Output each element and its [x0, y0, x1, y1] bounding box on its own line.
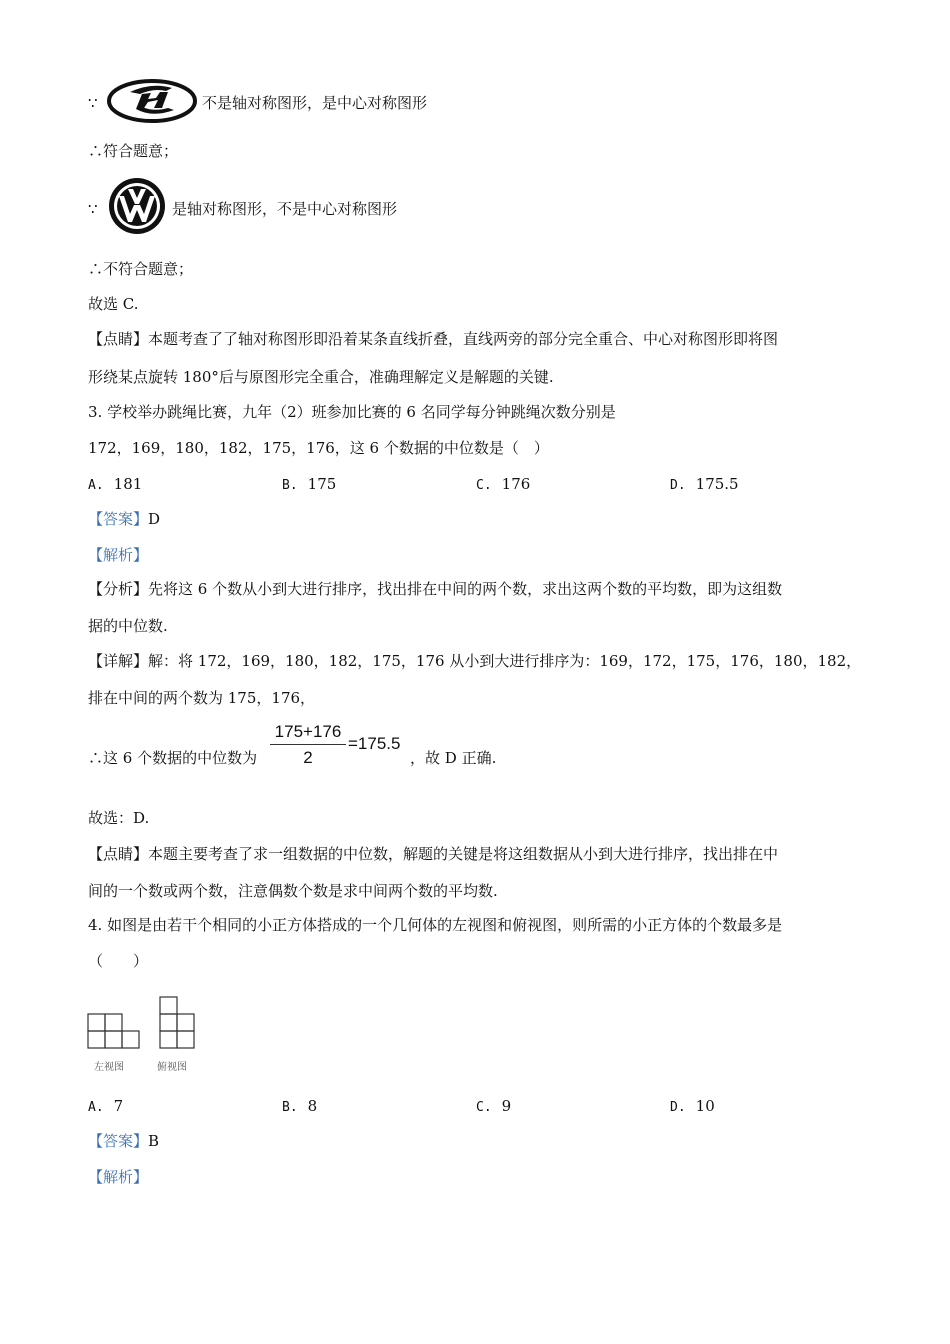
q3-option-b: B. 175: [282, 475, 337, 493]
answer-tag: 【答案】: [88, 510, 149, 528]
q4-option-a: A. 7: [88, 1097, 124, 1115]
dianjing-text-1: 本题考查了了轴对称图形即沿着某条直线折叠，直线两旁的部分完全重合、中心对称图形即将图: [148, 330, 779, 348]
left-view-drawing: [88, 1014, 139, 1048]
xiangjie-tag: 【详解】: [88, 652, 149, 670]
vw-text: 是轴对称图形，不是中心对称图形: [172, 200, 398, 218]
because-symbol: ∵: [88, 94, 98, 112]
q3-stem-1: 3. 学校举办跳绳比赛，九年（2）班参加比赛的 6 名同学每分钟跳绳次数分别是: [88, 403, 616, 421]
q3-median-prefix: ∴这 6 个数据的中位数为: [88, 749, 258, 767]
q3-xiangjie-2: 排在中间的两个数为 175，176，: [88, 689, 316, 707]
q3-option-a: A. 181: [88, 475, 143, 493]
dianjing-line-2: 形绕某点旋转 180°后与原图形完全重合，准确理解定义是解题的关键.: [88, 368, 554, 386]
views-figure: [84, 992, 214, 1080]
q4-stem-1: 4. 如图是由若干个相同的小正方体搭成的一个几何体的左视图和俯视图，则所需的小正方体的个数最多是: [88, 916, 783, 934]
fraction-denominator: 2: [303, 748, 313, 767]
because-symbol: ∵: [88, 200, 98, 218]
q3-stem-2: 172，169，180，182，175，176，这 6 个数据的中位数是（ ）: [88, 439, 549, 457]
q3-dianjing-1: 【点睛】本题主要考查了求一组数据的中位数，解题的关键是将这组数据从小到大进行排序，找出排在中: [88, 845, 779, 863]
q3-median-suffix: ，故 D 正确.: [410, 749, 497, 767]
hyundai-line: [88, 93, 98, 113]
vw-line: [88, 199, 98, 219]
dianjing-line-1: [88, 329, 778, 349]
q3-option-c: C. 176: [476, 475, 531, 493]
dianjing-tag: 【点睛】: [88, 330, 149, 348]
top-view-caption: 俯视图: [157, 1062, 187, 1073]
answer-value: D: [148, 510, 161, 528]
q3-xiangjie-1: 【详解】解：将 172，169，180，182，175，176 从小到大进行排序为：169，172，175，176，180，182，: [88, 652, 862, 670]
hyundai-text: 不是轴对称图形，是中心对称图形: [202, 94, 428, 112]
q4-jiexi-tag: 【解析】: [88, 1168, 149, 1186]
median-fraction: [270, 720, 346, 771]
dianjing-tag: 【点睛】: [88, 845, 149, 863]
q3-option-d: D. 175.5: [670, 475, 739, 493]
q4-stem-2: （ ）: [88, 952, 149, 970]
volkswagen-logo-icon: [106, 176, 168, 236]
q3-jiexi-tag: 【解析】: [88, 546, 149, 564]
fenxi-tag: 【分析】: [88, 580, 149, 598]
q3-guxuan: 故选：D.: [88, 809, 150, 827]
top-view-drawing: [160, 997, 194, 1048]
conclusion-not-fit: ∴不符合题意；: [88, 260, 194, 278]
left-view-caption: 左视图: [94, 1062, 124, 1073]
q4-option-c: C. 9: [476, 1097, 512, 1115]
q4-answer: [88, 1131, 159, 1151]
hyundai-logo-icon: [106, 78, 198, 124]
q4-option-b: B. 8: [282, 1097, 318, 1115]
conclusion-fits: ∴符合题意；: [88, 142, 179, 160]
fraction-numerator: 175+176: [270, 720, 346, 745]
answer-tag: 【答案】: [88, 1132, 149, 1150]
q3-fenxi-2: 据的中位数.: [88, 617, 168, 635]
q4-option-d: D. 10: [670, 1097, 715, 1115]
answer-value: B: [148, 1132, 160, 1150]
q3-answer: [88, 509, 160, 529]
choose-c: 故选 C.: [88, 295, 139, 313]
q3-dianjing-2: 间的一个数或两个数，注意偶数个数是求中间两个数的平均数.: [88, 882, 498, 900]
q3-fenxi-1: 【分析】先将这 6 个数从小到大进行排序，找出排在中间的两个数，求出这两个数的平均数，即为这组数: [88, 580, 783, 598]
fraction-result: =175.5: [348, 734, 401, 753]
